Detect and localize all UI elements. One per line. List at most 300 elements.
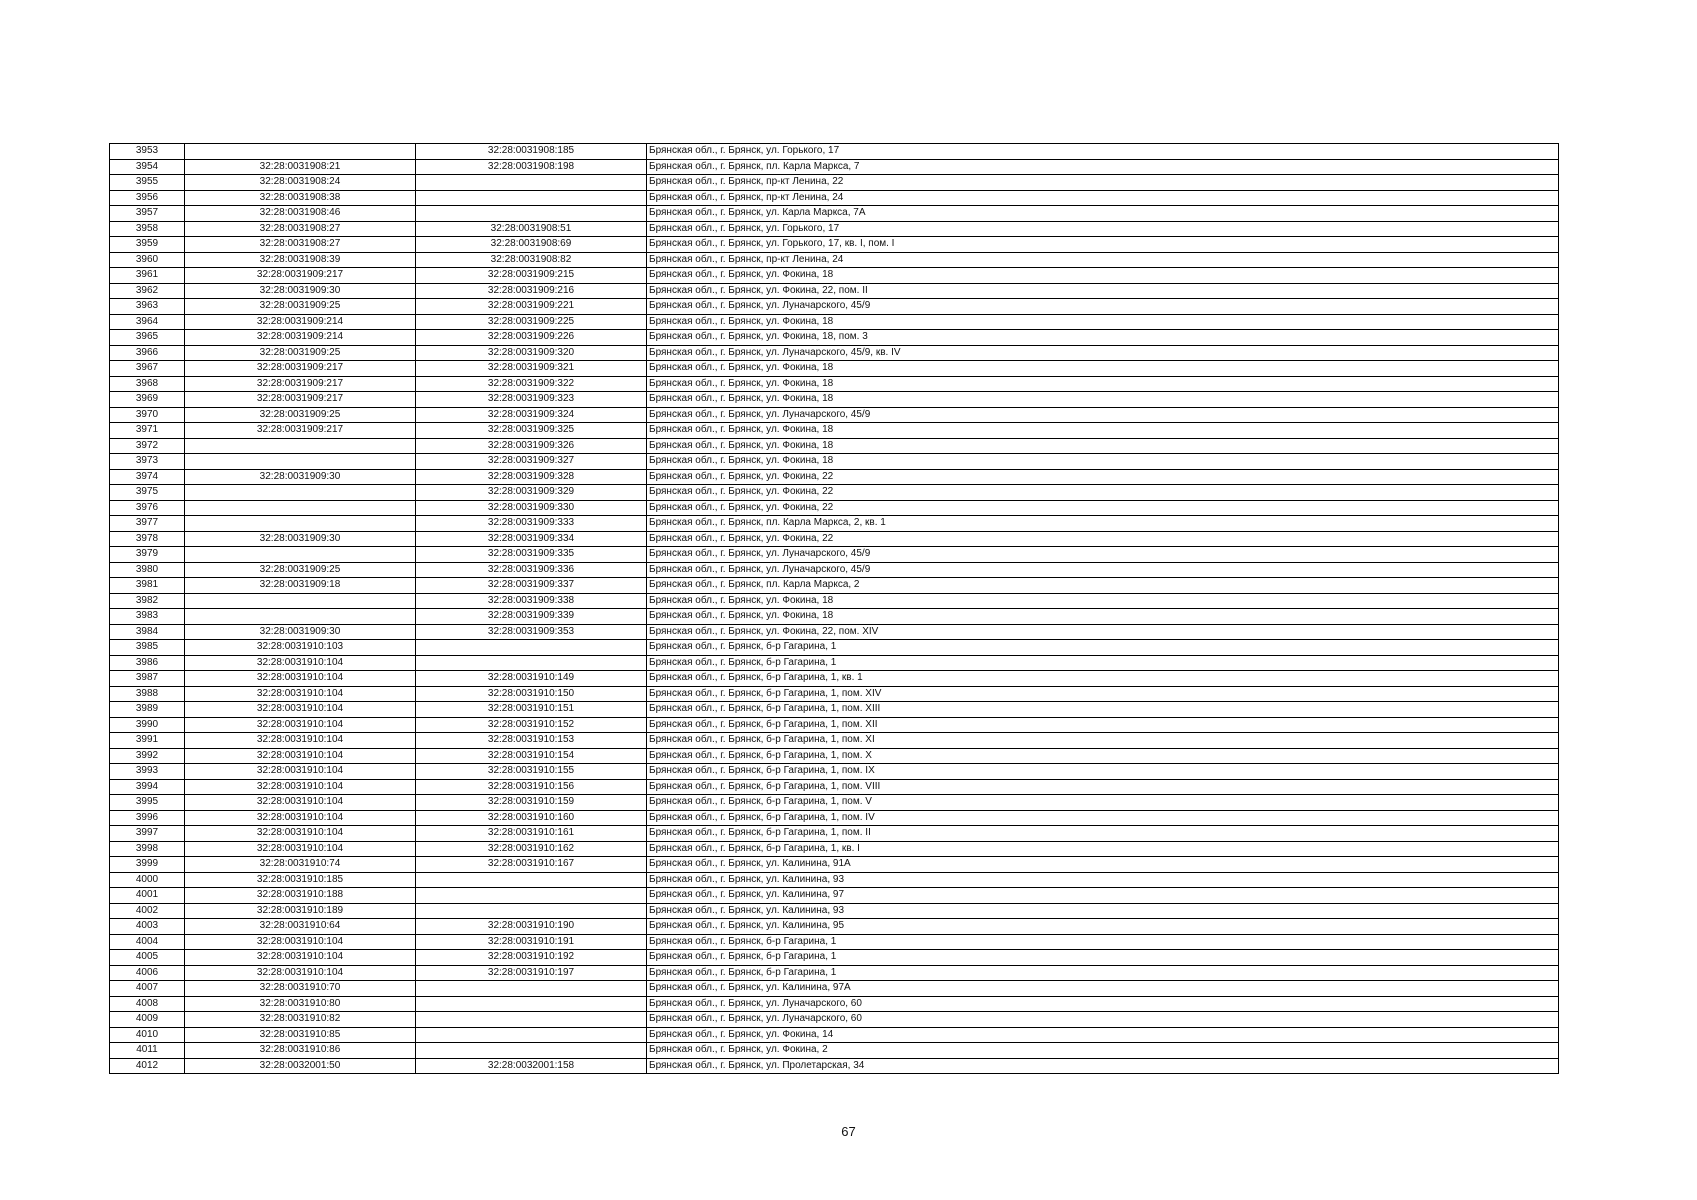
cadastral-number-cell: 32:28:0032001:50 xyxy=(185,1058,416,1074)
row-number-cell: 4011 xyxy=(110,1043,185,1059)
address-cell: Брянская обл., г. Брянск, ул. Луначарского, 45/9 xyxy=(647,562,1559,578)
address-cell: Брянская обл., г. Брянск, ул. Фокина, 18 xyxy=(647,609,1559,625)
cadastral-number-cell: 32:28:0031908:38 xyxy=(185,190,416,206)
row-number-cell: 4007 xyxy=(110,981,185,997)
related-cadastral-number-cell xyxy=(416,206,647,222)
table-row xyxy=(110,469,1559,485)
cadastral-number-cell: 32:28:0031910:189 xyxy=(185,903,416,919)
row-number-cell: 3996 xyxy=(110,810,185,826)
address-cell: Брянская обл., г. Брянск, пр-кт Ленина, 24 xyxy=(647,252,1559,268)
related-cadastral-number-cell: 32:28:0031909:323 xyxy=(416,392,647,408)
table-row xyxy=(110,950,1559,966)
cadastral-number-cell: 32:28:0031910:104 xyxy=(185,733,416,749)
cadastral-number-cell: 32:28:0031910:86 xyxy=(185,1043,416,1059)
table-row xyxy=(110,516,1559,532)
cadastral-number-cell: 32:28:0031909:217 xyxy=(185,392,416,408)
cadastral-number-cell: 32:28:0031910:104 xyxy=(185,717,416,733)
table-row xyxy=(110,345,1559,361)
related-cadastral-number-cell: 32:28:0031909:337 xyxy=(416,578,647,594)
related-cadastral-number-cell: 32:28:0031909:215 xyxy=(416,268,647,284)
row-number-cell: 3956 xyxy=(110,190,185,206)
address-cell: Брянская обл., г. Брянск, ул. Фокина, 22, пом. XIV xyxy=(647,624,1559,640)
row-number-cell: 4001 xyxy=(110,888,185,904)
row-number-cell: 3989 xyxy=(110,702,185,718)
table-row xyxy=(110,686,1559,702)
related-cadastral-number-cell: 32:28:0031910:150 xyxy=(416,686,647,702)
address-cell: Брянская обл., г. Брянск, пл. Карла Маркса, 2 xyxy=(647,578,1559,594)
address-cell: Брянская обл., г. Брянск, ул. Луначарского, 45/9 xyxy=(647,547,1559,563)
related-cadastral-number-cell: 32:28:0031909:333 xyxy=(416,516,647,532)
table-row xyxy=(110,779,1559,795)
related-cadastral-number-cell xyxy=(416,1027,647,1043)
related-cadastral-number-cell: 32:28:0031910:149 xyxy=(416,671,647,687)
related-cadastral-number-cell: 32:28:0031910:153 xyxy=(416,733,647,749)
table-row xyxy=(110,330,1559,346)
row-number-cell: 3980 xyxy=(110,562,185,578)
address-cell: Брянская обл., г. Брянск, ул. Калинина, 93 xyxy=(647,872,1559,888)
cadastral-number-cell: 32:28:0031909:18 xyxy=(185,578,416,594)
cadastral-number-cell: 32:28:0031910:104 xyxy=(185,686,416,702)
address-cell: Брянская обл., г. Брянск, ул. Фокина, 14 xyxy=(647,1027,1559,1043)
cadastral-number-cell: 32:28:0031908:27 xyxy=(185,221,416,237)
table-row xyxy=(110,1043,1559,1059)
related-cadastral-number-cell: 32:28:0031910:159 xyxy=(416,795,647,811)
cadastral-number-cell: 32:28:0031909:214 xyxy=(185,330,416,346)
related-cadastral-number-cell: 32:28:0031910:191 xyxy=(416,934,647,950)
cadastral-number-cell xyxy=(185,593,416,609)
related-cadastral-number-cell: 32:28:0031909:353 xyxy=(416,624,647,640)
address-cell: Брянская обл., г. Брянск, ул. Фокина, 18 xyxy=(647,593,1559,609)
table-row xyxy=(110,159,1559,175)
address-cell: Брянская обл., г. Брянск, ул. Фокина, 18 xyxy=(647,376,1559,392)
table-row xyxy=(110,562,1559,578)
address-cell: Брянская обл., г. Брянск, ул. Горького, 17 xyxy=(647,221,1559,237)
cadastral-number-cell: 32:28:0031909:30 xyxy=(185,624,416,640)
address-cell: Брянская обл., г. Брянск, б-р Гагарина, 1, пом. VIII xyxy=(647,779,1559,795)
cadastral-number-cell: 32:28:0031909:25 xyxy=(185,345,416,361)
table-row xyxy=(110,934,1559,950)
address-cell: Брянская обл., г. Брянск, ул. Луначарского, 45/9, кв. IV xyxy=(647,345,1559,361)
related-cadastral-number-cell: 32:28:0031909:327 xyxy=(416,454,647,470)
related-cadastral-number-cell: 32:28:0031910:167 xyxy=(416,857,647,873)
related-cadastral-number-cell: 32:28:0031908:185 xyxy=(416,144,647,160)
table-row xyxy=(110,144,1559,160)
row-number-cell: 3992 xyxy=(110,748,185,764)
row-number-cell: 3955 xyxy=(110,175,185,191)
row-number-cell: 3986 xyxy=(110,655,185,671)
table-row xyxy=(110,624,1559,640)
address-cell: Брянская обл., г. Брянск, б-р Гагарина, 1 xyxy=(647,655,1559,671)
address-cell: Брянская обл., г. Брянск, ул. Фокина, 18 xyxy=(647,392,1559,408)
cadastral-number-cell xyxy=(185,516,416,532)
table-row xyxy=(110,903,1559,919)
page-number: 67 xyxy=(841,1124,856,1139)
cadastral-number-cell: 32:28:0031909:25 xyxy=(185,299,416,315)
row-number-cell: 4012 xyxy=(110,1058,185,1074)
registry-table-body xyxy=(110,144,1559,1074)
cadastral-number-cell: 32:28:0031910:103 xyxy=(185,640,416,656)
address-cell: Брянская обл., г. Брянск, ул. Фокина, 18 xyxy=(647,423,1559,439)
cadastral-number-cell: 32:28:0031908:27 xyxy=(185,237,416,253)
cadastral-number-cell: 32:28:0031909:217 xyxy=(185,361,416,377)
address-cell: Брянская обл., г. Брянск, б-р Гагарина, 1, пом. XI xyxy=(647,733,1559,749)
cadastral-number-cell: 32:28:0031910:80 xyxy=(185,996,416,1012)
related-cadastral-number-cell: 32:28:0031909:320 xyxy=(416,345,647,361)
table-row xyxy=(110,283,1559,299)
table-row xyxy=(110,438,1559,454)
row-number-cell: 4004 xyxy=(110,934,185,950)
table-row xyxy=(110,1027,1559,1043)
cadastral-number-cell: 32:28:0031908:46 xyxy=(185,206,416,222)
related-cadastral-number-cell: 32:28:0031910:160 xyxy=(416,810,647,826)
cadastral-number-cell: 32:28:0031910:104 xyxy=(185,702,416,718)
address-cell: Брянская обл., г. Брянск, ул. Луначарского, 45/9 xyxy=(647,299,1559,315)
address-cell: Брянская обл., г. Брянск, б-р Гагарина, 1, пом. IV xyxy=(647,810,1559,826)
row-number-cell: 3971 xyxy=(110,423,185,439)
table-row xyxy=(110,593,1559,609)
address-cell: Брянская обл., г. Брянск, б-р Гагарина, 1, кв. I xyxy=(647,841,1559,857)
address-cell: Брянская обл., г. Брянск, б-р Гагарина, 1 xyxy=(647,950,1559,966)
address-cell: Брянская обл., г. Брянск, ул. Пролетарская, 34 xyxy=(647,1058,1559,1074)
row-number-cell: 4003 xyxy=(110,919,185,935)
address-cell: Брянская обл., г. Брянск, б-р Гагарина, 1, пом. V xyxy=(647,795,1559,811)
related-cadastral-number-cell: 32:28:0031909:336 xyxy=(416,562,647,578)
row-number-cell: 4010 xyxy=(110,1027,185,1043)
address-cell: Брянская обл., г. Брянск, ул. Фокина, 18 xyxy=(647,314,1559,330)
table-row xyxy=(110,795,1559,811)
row-number-cell: 3985 xyxy=(110,640,185,656)
related-cadastral-number-cell: 32:28:0031908:198 xyxy=(416,159,647,175)
row-number-cell: 3981 xyxy=(110,578,185,594)
related-cadastral-number-cell: 32:28:0032001:158 xyxy=(416,1058,647,1074)
table-row xyxy=(110,1058,1559,1074)
cadastral-number-cell: 32:28:0031909:217 xyxy=(185,423,416,439)
address-cell: Брянская обл., г. Брянск, ул. Фокина, 18 xyxy=(647,438,1559,454)
related-cadastral-number-cell: 32:28:0031909:221 xyxy=(416,299,647,315)
table-row xyxy=(110,857,1559,873)
address-cell: Брянская обл., г. Брянск, б-р Гагарина, 1 xyxy=(647,965,1559,981)
table-row xyxy=(110,748,1559,764)
related-cadastral-number-cell: 32:28:0031909:330 xyxy=(416,500,647,516)
related-cadastral-number-cell: 32:28:0031909:335 xyxy=(416,547,647,563)
table-row xyxy=(110,206,1559,222)
related-cadastral-number-cell: 32:28:0031909:334 xyxy=(416,531,647,547)
address-cell: Брянская обл., г. Брянск, ул. Калинина, 97 xyxy=(647,888,1559,904)
address-cell: Брянская обл., г. Брянск, ул. Калинина, 93 xyxy=(647,903,1559,919)
related-cadastral-number-cell: 32:28:0031909:325 xyxy=(416,423,647,439)
related-cadastral-number-cell xyxy=(416,1012,647,1028)
related-cadastral-number-cell xyxy=(416,981,647,997)
row-number-cell: 3970 xyxy=(110,407,185,423)
row-number-cell: 4000 xyxy=(110,872,185,888)
row-number-cell: 4009 xyxy=(110,1012,185,1028)
row-number-cell: 3964 xyxy=(110,314,185,330)
address-cell: Брянская обл., г. Брянск, б-р Гагарина, 1, пом. X xyxy=(647,748,1559,764)
table-row xyxy=(110,314,1559,330)
table-row xyxy=(110,578,1559,594)
table-row xyxy=(110,671,1559,687)
cadastral-number-cell xyxy=(185,500,416,516)
related-cadastral-number-cell: 32:28:0031909:321 xyxy=(416,361,647,377)
table-row xyxy=(110,268,1559,284)
address-cell: Брянская обл., г. Брянск, ул. Горького, 17 xyxy=(647,144,1559,160)
address-cell: Брянская обл., г. Брянск, ул. Луначарского, 60 xyxy=(647,996,1559,1012)
table-row xyxy=(110,175,1559,191)
table-row xyxy=(110,872,1559,888)
cadastral-number-cell: 32:28:0031909:25 xyxy=(185,562,416,578)
row-number-cell: 3999 xyxy=(110,857,185,873)
row-number-cell: 3968 xyxy=(110,376,185,392)
table-row xyxy=(110,702,1559,718)
address-cell: Брянская обл., г. Брянск, ул. Калинина, 97А xyxy=(647,981,1559,997)
related-cadastral-number-cell: 32:28:0031910:162 xyxy=(416,841,647,857)
cadastral-number-cell: 32:28:0031910:104 xyxy=(185,826,416,842)
cadastral-number-cell: 32:28:0031908:21 xyxy=(185,159,416,175)
table-row xyxy=(110,655,1559,671)
table-row xyxy=(110,252,1559,268)
table-row xyxy=(110,423,1559,439)
related-cadastral-number-cell xyxy=(416,888,647,904)
related-cadastral-number-cell xyxy=(416,996,647,1012)
row-number-cell: 3983 xyxy=(110,609,185,625)
row-number-cell: 4006 xyxy=(110,965,185,981)
related-cadastral-number-cell: 32:28:0031909:339 xyxy=(416,609,647,625)
address-cell: Брянская обл., г. Брянск, пр-кт Ленина, 22 xyxy=(647,175,1559,191)
address-cell: Брянская обл., г. Брянск, ул. Горького, 17, кв. I, пом. I xyxy=(647,237,1559,253)
cadastral-number-cell: 32:28:0031909:25 xyxy=(185,407,416,423)
related-cadastral-number-cell: 32:28:0031910:155 xyxy=(416,764,647,780)
address-cell: Брянская обл., г. Брянск, ул. Фокина, 22 xyxy=(647,500,1559,516)
table-row xyxy=(110,361,1559,377)
related-cadastral-number-cell: 32:28:0031909:324 xyxy=(416,407,647,423)
address-cell: Брянская обл., г. Брянск, б-р Гагарина, 1 xyxy=(647,934,1559,950)
table-row xyxy=(110,996,1559,1012)
address-cell: Брянская обл., г. Брянск, ул. Фокина, 2 xyxy=(647,1043,1559,1059)
related-cadastral-number-cell: 32:28:0031910:151 xyxy=(416,702,647,718)
cadastral-number-cell: 32:28:0031910:104 xyxy=(185,655,416,671)
cadastral-number-cell: 32:28:0031910:104 xyxy=(185,748,416,764)
address-cell: Брянская обл., г. Брянск, ул. Фокина, 18 xyxy=(647,361,1559,377)
cadastral-number-cell: 32:28:0031910:64 xyxy=(185,919,416,935)
address-cell: Брянская обл., г. Брянск, ул. Фокина, 22 xyxy=(647,485,1559,501)
row-number-cell: 3972 xyxy=(110,438,185,454)
address-cell: Брянская обл., г. Брянск, б-р Гагарина, 1 xyxy=(647,640,1559,656)
registry-table xyxy=(109,143,1559,1074)
related-cadastral-number-cell: 32:28:0031908:82 xyxy=(416,252,647,268)
table-row xyxy=(110,888,1559,904)
row-number-cell: 3965 xyxy=(110,330,185,346)
table-row xyxy=(110,547,1559,563)
row-number-cell: 3958 xyxy=(110,221,185,237)
related-cadastral-number-cell xyxy=(416,190,647,206)
related-cadastral-number-cell: 32:28:0031910:197 xyxy=(416,965,647,981)
related-cadastral-number-cell: 32:28:0031908:69 xyxy=(416,237,647,253)
row-number-cell: 4005 xyxy=(110,950,185,966)
table-row xyxy=(110,764,1559,780)
row-number-cell: 3987 xyxy=(110,671,185,687)
cadastral-number-cell: 32:28:0031910:104 xyxy=(185,779,416,795)
row-number-cell: 3998 xyxy=(110,841,185,857)
related-cadastral-number-cell: 32:28:0031909:216 xyxy=(416,283,647,299)
address-cell: Брянская обл., г. Брянск, ул. Фокина, 18 xyxy=(647,268,1559,284)
cadastral-number-cell: 32:28:0031910:104 xyxy=(185,764,416,780)
address-cell: Брянская обл., г. Брянск, ул. Калинина, 91А xyxy=(647,857,1559,873)
row-number-cell: 3984 xyxy=(110,624,185,640)
related-cadastral-number-cell: 32:28:0031910:152 xyxy=(416,717,647,733)
row-number-cell: 3993 xyxy=(110,764,185,780)
cadastral-number-cell: 32:28:0031909:30 xyxy=(185,469,416,485)
cadastral-number-cell xyxy=(185,547,416,563)
address-cell: Брянская обл., г. Брянск, ул. Фокина, 22 xyxy=(647,531,1559,547)
address-cell: Брянская обл., г. Брянск, пл. Карла Маркса, 7 xyxy=(647,159,1559,175)
cadastral-number-cell: 32:28:0031910:104 xyxy=(185,950,416,966)
address-cell: Брянская обл., г. Брянск, ул. Луначарского, 60 xyxy=(647,1012,1559,1028)
table-row xyxy=(110,237,1559,253)
row-number-cell: 3988 xyxy=(110,686,185,702)
row-number-cell: 3997 xyxy=(110,826,185,842)
cadastral-number-cell: 32:28:0031910:104 xyxy=(185,671,416,687)
row-number-cell: 3963 xyxy=(110,299,185,315)
cadastral-number-cell: 32:28:0031910:104 xyxy=(185,810,416,826)
row-number-cell: 3959 xyxy=(110,237,185,253)
table-row xyxy=(110,392,1559,408)
related-cadastral-number-cell xyxy=(416,903,647,919)
cadastral-number-cell: 32:28:0031910:104 xyxy=(185,934,416,950)
cadastral-number-cell xyxy=(185,485,416,501)
row-number-cell: 3991 xyxy=(110,733,185,749)
row-number-cell: 3975 xyxy=(110,485,185,501)
related-cadastral-number-cell: 32:28:0031910:190 xyxy=(416,919,647,935)
address-cell: Брянская обл., г. Брянск, ул. Фокина, 22 xyxy=(647,469,1559,485)
address-cell: Брянская обл., г. Брянск, б-р Гагарина, 1, пом. XIII xyxy=(647,702,1559,718)
table-row xyxy=(110,407,1559,423)
address-cell: Брянская обл., г. Брянск, б-р Гагарина, 1, пом. IX xyxy=(647,764,1559,780)
table-row xyxy=(110,221,1559,237)
table-row xyxy=(110,826,1559,842)
row-number-cell: 3954 xyxy=(110,159,185,175)
cadastral-number-cell xyxy=(185,609,416,625)
address-cell: Брянская обл., г. Брянск, ул. Калинина, 95 xyxy=(647,919,1559,935)
row-number-cell: 3966 xyxy=(110,345,185,361)
row-number-cell: 3979 xyxy=(110,547,185,563)
cadastral-number-cell: 32:28:0031910:104 xyxy=(185,965,416,981)
cadastral-number-cell: 32:28:0031910:85 xyxy=(185,1027,416,1043)
address-cell: Брянская обл., г. Брянск, ул. Карла Маркса, 7А xyxy=(647,206,1559,222)
table-row xyxy=(110,531,1559,547)
row-number-cell: 3990 xyxy=(110,717,185,733)
related-cadastral-number-cell: 32:28:0031909:322 xyxy=(416,376,647,392)
cadastral-number-cell xyxy=(185,144,416,160)
related-cadastral-number-cell xyxy=(416,1043,647,1059)
related-cadastral-number-cell: 32:28:0031909:338 xyxy=(416,593,647,609)
cadastral-number-cell: 32:28:0031910:188 xyxy=(185,888,416,904)
cadastral-number-cell: 32:28:0031909:214 xyxy=(185,314,416,330)
related-cadastral-number-cell: 32:28:0031909:225 xyxy=(416,314,647,330)
row-number-cell: 3961 xyxy=(110,268,185,284)
cadastral-number-cell: 32:28:0031910:104 xyxy=(185,841,416,857)
row-number-cell: 3960 xyxy=(110,252,185,268)
address-cell: Брянская обл., г. Брянск, пр-кт Ленина, 24 xyxy=(647,190,1559,206)
cadastral-number-cell: 32:28:0031909:30 xyxy=(185,283,416,299)
related-cadastral-number-cell: 32:28:0031910:156 xyxy=(416,779,647,795)
table-row xyxy=(110,190,1559,206)
table-row xyxy=(110,733,1559,749)
cadastral-number-cell xyxy=(185,438,416,454)
table-row xyxy=(110,376,1559,392)
cadastral-number-cell: 32:28:0031909:217 xyxy=(185,268,416,284)
table-row xyxy=(110,1012,1559,1028)
table-row xyxy=(110,299,1559,315)
related-cadastral-number-cell xyxy=(416,655,647,671)
table-row xyxy=(110,810,1559,826)
row-number-cell: 3973 xyxy=(110,454,185,470)
row-number-cell: 3957 xyxy=(110,206,185,222)
related-cadastral-number-cell: 32:28:0031908:51 xyxy=(416,221,647,237)
row-number-cell: 4002 xyxy=(110,903,185,919)
related-cadastral-number-cell: 32:28:0031909:329 xyxy=(416,485,647,501)
cadastral-number-cell: 32:28:0031910:70 xyxy=(185,981,416,997)
cadastral-number-cell: 32:28:0031909:30 xyxy=(185,531,416,547)
address-cell: Брянская обл., г. Брянск, б-р Гагарина, 1, пом. XII xyxy=(647,717,1559,733)
table-row xyxy=(110,717,1559,733)
row-number-cell: 3982 xyxy=(110,593,185,609)
address-cell: Брянская обл., г. Брянск, ул. Фокина, 18 xyxy=(647,454,1559,470)
related-cadastral-number-cell: 32:28:0031910:161 xyxy=(416,826,647,842)
address-cell: Брянская обл., г. Брянск, б-р Гагарина, 1, пом. II xyxy=(647,826,1559,842)
related-cadastral-number-cell: 32:28:0031909:328 xyxy=(416,469,647,485)
cadastral-number-cell: 32:28:0031910:185 xyxy=(185,872,416,888)
cadastral-number-cell: 32:28:0031910:82 xyxy=(185,1012,416,1028)
related-cadastral-number-cell xyxy=(416,175,647,191)
table-row xyxy=(110,981,1559,997)
address-cell: Брянская обл., г. Брянск, ул. Фокина, 22, пом. II xyxy=(647,283,1559,299)
address-cell: Брянская обл., г. Брянск, ул. Луначарского, 45/9 xyxy=(647,407,1559,423)
row-number-cell: 3962 xyxy=(110,283,185,299)
table-row xyxy=(110,485,1559,501)
table-row xyxy=(110,609,1559,625)
table-row xyxy=(110,640,1559,656)
related-cadastral-number-cell xyxy=(416,640,647,656)
table-row xyxy=(110,965,1559,981)
row-number-cell: 3969 xyxy=(110,392,185,408)
row-number-cell: 3953 xyxy=(110,144,185,160)
row-number-cell: 4008 xyxy=(110,996,185,1012)
table-row xyxy=(110,500,1559,516)
related-cadastral-number-cell: 32:28:0031909:226 xyxy=(416,330,647,346)
cadastral-number-cell: 32:28:0031908:39 xyxy=(185,252,416,268)
cadastral-number-cell xyxy=(185,454,416,470)
row-number-cell: 3995 xyxy=(110,795,185,811)
address-cell: Брянская обл., г. Брянск, б-р Гагарина, 1, кв. 1 xyxy=(647,671,1559,687)
cadastral-number-cell: 32:28:0031908:24 xyxy=(185,175,416,191)
related-cadastral-number-cell: 32:28:0031909:326 xyxy=(416,438,647,454)
row-number-cell: 3974 xyxy=(110,469,185,485)
related-cadastral-number-cell xyxy=(416,872,647,888)
table-row xyxy=(110,454,1559,470)
row-number-cell: 3976 xyxy=(110,500,185,516)
cadastral-number-cell: 32:28:0031910:74 xyxy=(185,857,416,873)
row-number-cell: 3994 xyxy=(110,779,185,795)
related-cadastral-number-cell: 32:28:0031910:192 xyxy=(416,950,647,966)
table-row xyxy=(110,841,1559,857)
address-cell: Брянская обл., г. Брянск, б-р Гагарина, 1, пом. XIV xyxy=(647,686,1559,702)
address-cell: Брянская обл., г. Брянск, ул. Фокина, 18, пом. 3 xyxy=(647,330,1559,346)
cadastral-number-cell: 32:28:0031909:217 xyxy=(185,376,416,392)
row-number-cell: 3977 xyxy=(110,516,185,532)
row-number-cell: 3978 xyxy=(110,531,185,547)
address-cell: Брянская обл., г. Брянск, пл. Карла Маркса, 2, кв. 1 xyxy=(647,516,1559,532)
related-cadastral-number-cell: 32:28:0031910:154 xyxy=(416,748,647,764)
